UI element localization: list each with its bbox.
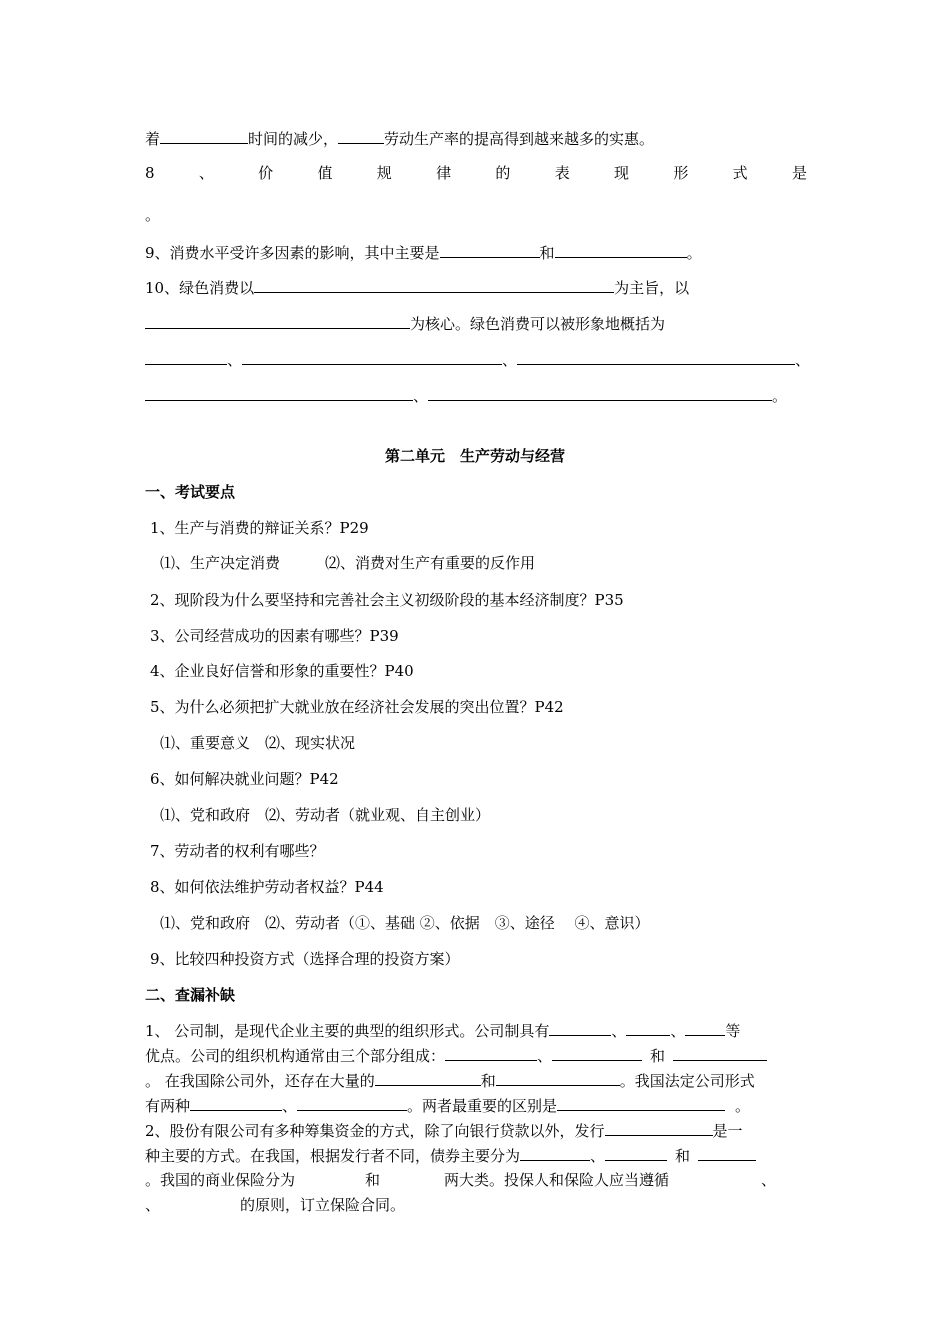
text: 劳动生产率的提高得到越来越多的实惠。 bbox=[384, 130, 655, 148]
list-item: ⑴、重要意义 ⑵、现实状况 bbox=[160, 734, 356, 752]
list-item: 6、如何解决就业问题？P42 bbox=[150, 770, 339, 788]
list-item: 1、生产与消费的辩证关系？P29 bbox=[150, 519, 369, 537]
blank bbox=[190, 1095, 282, 1111]
question-8-char: 律 bbox=[436, 164, 452, 182]
blank bbox=[555, 242, 687, 258]
section-heading-1: 一、考试要点 bbox=[145, 483, 236, 501]
blank bbox=[254, 277, 614, 293]
question-9: 9、消费水平受许多因素的影响，其中主要是 和 。 bbox=[145, 244, 702, 262]
blank bbox=[145, 349, 227, 365]
question-8-char: 形 bbox=[673, 164, 689, 182]
question-8-char: 式 bbox=[732, 164, 748, 182]
question-10-blanks-a: 、 、 、 bbox=[145, 349, 807, 370]
paragraph-2-line-1: 2、股份有限公司有多种筹集资金的方式，除了向银行贷款以外，发行 是一 bbox=[145, 1122, 743, 1140]
blank bbox=[698, 1145, 756, 1161]
question-8-char: 是 bbox=[791, 164, 807, 182]
blank bbox=[552, 1045, 642, 1061]
list-item: ⑴、生产决定消费 ⑵、消费对生产有重要的反作用 bbox=[160, 554, 536, 572]
list-item: ⑴、党和政府 ⑵、劳动者（①、基础 ②、依据 ③、途径 ④、意识） bbox=[160, 914, 650, 932]
blank bbox=[605, 1120, 713, 1136]
blank bbox=[626, 1020, 670, 1036]
list-item: 8、如何依法维护劳动者权益？P44 bbox=[150, 878, 384, 896]
blank bbox=[496, 1070, 620, 1086]
list-item: 2、现阶段为什么要坚持和完善社会主义初级阶段的基本经济制度？P35 bbox=[150, 591, 624, 609]
blank bbox=[605, 1145, 667, 1161]
paragraph-1-line-1: 1、 公司制，是现代企业主要的典型的组织形式。公司制具有 、 、 等 bbox=[145, 1022, 741, 1040]
list-item: ⑴、党和政府 ⑵、劳动者（就业观、自主创业） bbox=[160, 806, 491, 824]
blank bbox=[549, 1020, 611, 1036]
paragraph-1-line-2: 优点。公司的组织机构通常由三个部分组成： 、 和 bbox=[145, 1045, 807, 1066]
question-10: 10、绿色消费以 为主旨，以 bbox=[145, 279, 690, 297]
blank bbox=[557, 1095, 725, 1111]
question-8-char: 8 bbox=[145, 164, 155, 182]
list-item: 9、比较四种投资方式（选择合理的投资方案） bbox=[150, 950, 460, 968]
paragraph-2-line-2: 种主要的方式。在我国，根据发行者不同，债券主要分为 、 和 bbox=[145, 1145, 807, 1166]
question-8-char: 、 bbox=[198, 164, 214, 182]
blank bbox=[445, 1045, 537, 1061]
question-8-char: 规 bbox=[376, 164, 392, 182]
paragraph-2-line-3: 。我国的商业保险分为 和 两大类。投保人和保险人应当遵循 、 bbox=[145, 1171, 777, 1189]
paragraph-1-line-3: 。 在我国除公司外，还存在大量的 和 。我国法定公司形式 bbox=[145, 1072, 755, 1090]
blank bbox=[673, 1045, 767, 1061]
question-8-char: 的 bbox=[495, 164, 511, 182]
blank bbox=[440, 242, 540, 258]
list-item: 3、公司经营成功的因素有哪些？P39 bbox=[150, 627, 399, 645]
paragraph-1-line-4: 有两种 、 。两者最重要的区别是 。 bbox=[145, 1097, 751, 1115]
blank bbox=[160, 128, 248, 144]
blank bbox=[375, 1070, 481, 1086]
text: 着 bbox=[145, 130, 161, 148]
question-8-end: 。 bbox=[145, 206, 161, 224]
question-8-char: 表 bbox=[554, 164, 570, 182]
list-item: 5、为什么必须把扩大就业放在经济社会发展的突出位置？P42 bbox=[150, 698, 564, 716]
text: 时间的减少， bbox=[248, 130, 339, 148]
blank bbox=[685, 1020, 725, 1036]
question-10-cont: 为核心。绿色消费可以被形象地概括为 bbox=[145, 313, 807, 334]
blank bbox=[520, 1145, 590, 1161]
question-8-char: 值 bbox=[317, 164, 333, 182]
list-item: 7、劳动者的权利有哪些？ bbox=[150, 842, 325, 860]
paragraph-2-line-4: 、 的原则，订立保险合同。 bbox=[145, 1196, 406, 1214]
blank bbox=[145, 385, 413, 401]
blank bbox=[517, 349, 795, 365]
blank bbox=[297, 1095, 407, 1111]
section-heading-2: 二、查漏补缺 bbox=[145, 986, 236, 1004]
question-8-char: 价 bbox=[258, 164, 274, 182]
blank bbox=[145, 313, 410, 329]
unit-title: 第二单元 生产劳动与经营 bbox=[384, 447, 565, 465]
list-item: 4、企业良好信誉和形象的重要性？P40 bbox=[150, 662, 414, 680]
question-10-blanks-b: 、 。 bbox=[145, 385, 807, 406]
question-8 bbox=[145, 163, 807, 183]
blank bbox=[338, 128, 384, 144]
blank bbox=[242, 349, 502, 365]
fill-line-7 bbox=[145, 128, 807, 149]
question-8-char: 现 bbox=[614, 164, 630, 182]
blank bbox=[428, 385, 772, 401]
